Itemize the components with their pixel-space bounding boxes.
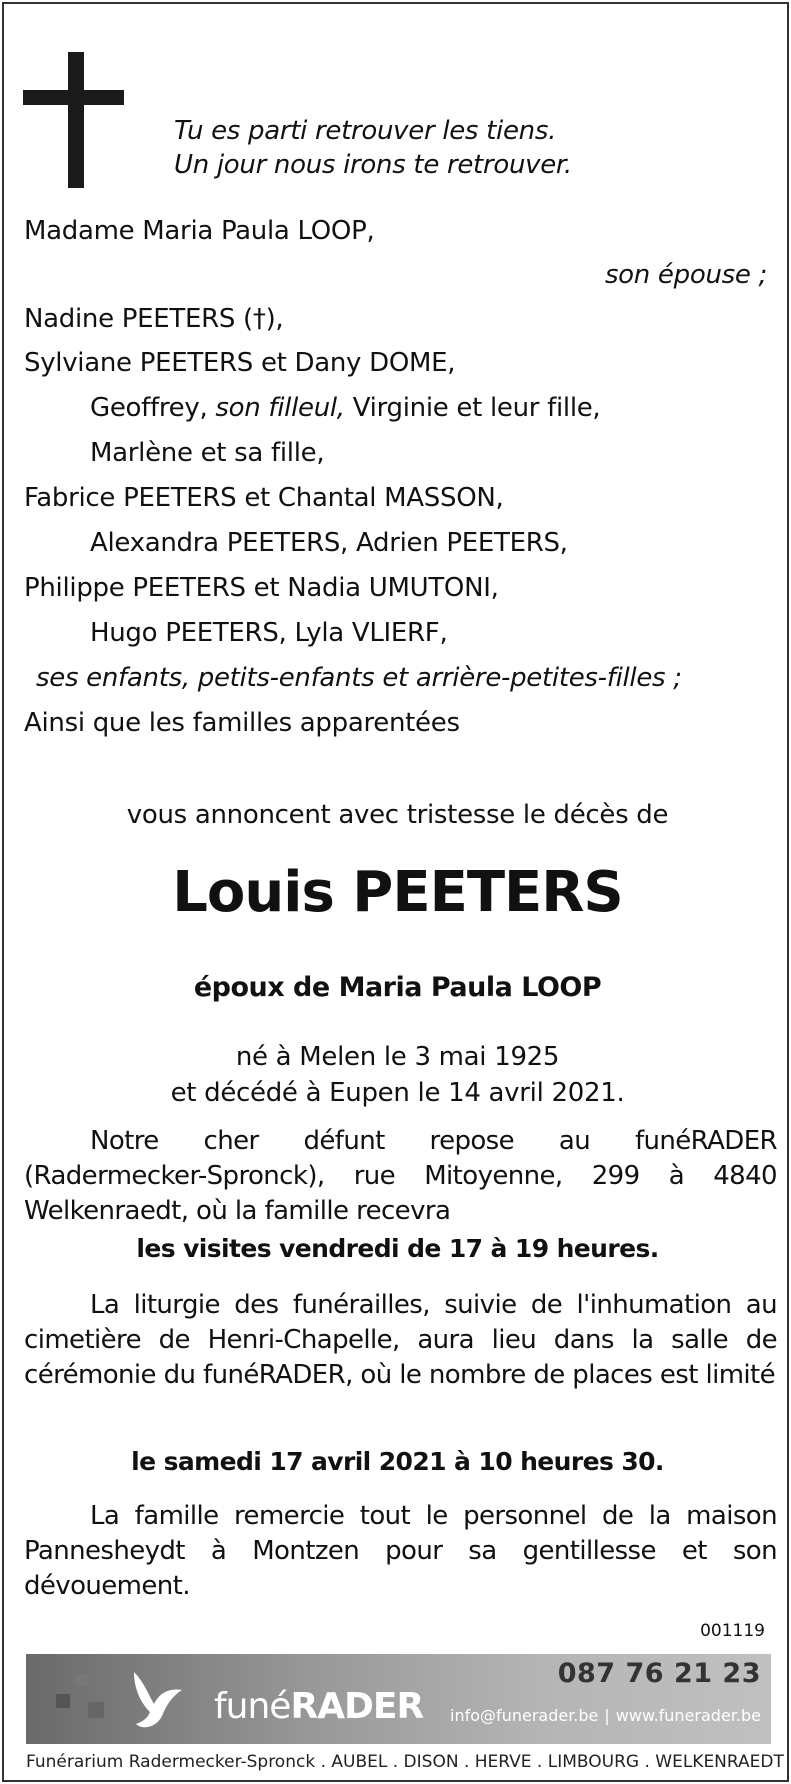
announcement: vous annoncent avec tristesse le décès de <box>126 800 669 830</box>
family-line-3 <box>90 389 600 427</box>
brand-logo <box>214 1686 423 1727</box>
deceased-name: Louis PEETERS <box>172 860 623 925</box>
brand-light: funé <box>214 1686 291 1727</box>
decor-square <box>56 1694 70 1708</box>
funeral-home-tagline: Funérarium Radermecker-Spronck . AUBEL . DISON . HERVE . LIMBOURG . WELKENRAEDT <box>26 1752 784 1772</box>
contact-line <box>450 1706 761 1725</box>
decor-square <box>76 1674 88 1686</box>
cross-icon-bar <box>23 90 124 105</box>
dove-icon <box>126 1662 186 1732</box>
visits-line: les visites vendredi de 17 à 19 heures. <box>136 1234 659 1263</box>
family-line-3a: Geoffrey, <box>90 393 216 423</box>
birth-line: né à Melen le 3 mai 1925 <box>235 1042 560 1072</box>
website-link[interactable]: www.funerader.be <box>615 1706 761 1725</box>
family-line-1: Nadine PEETERS (†), <box>24 304 284 334</box>
family-line-5: Fabrice PEETERS et Chantal MASSON, <box>24 483 504 513</box>
paragraph-rest: Notre cher défunt repose au funéRADER (Radermecker-Spronck), rue Mitoyenne, 299 à 4840 Welkenraedt, où la famille recevra <box>24 1126 777 1226</box>
obituary-notice <box>2 2 789 1782</box>
ceremony-line: le samedi 17 avril 2021 à 10 heures 30. <box>131 1447 664 1476</box>
family-line-3b: son filleul, <box>215 393 345 423</box>
family-line-8: Hugo PEETERS, Lyla VLIERF, <box>90 618 448 648</box>
family-spouse-role: son épouse ; <box>604 260 767 290</box>
family-line-3c: Virginie et leur fille, <box>344 393 601 423</box>
epigraph <box>174 114 572 182</box>
family-line-6: Alexandra PEETERS, Adrien PEETERS, <box>90 528 568 558</box>
spouse-of: époux de Maria Paula LOOP <box>193 972 602 1003</box>
cross-icon <box>68 52 84 188</box>
brand-bold: RADER <box>290 1686 424 1727</box>
family-spouse-line: Madame Maria Paula LOOP, <box>24 216 375 246</box>
family-line-2: Sylviane PEETERS et Dany DOME, <box>24 348 456 378</box>
death-line: et décédé à Eupen le 14 avril 2021. <box>170 1078 625 1108</box>
paragraph-liturgy: La liturgie des funérailles, suivie de l'inhumation au cimetière de Henri-Chapelle, aura lieu dans la salle de cérémonie du funéRADER, où le nombre de places est limité <box>24 1290 777 1390</box>
contact-separator: | <box>604 1706 610 1725</box>
paragraph-thanks: La famille remercie tout le personnel de la maison Pannesheydt à Montzen pour sa gentillesse et son dévouement. <box>24 1501 777 1601</box>
family-line-7: Philippe PEETERS et Nadia UMUTONI, <box>24 573 499 603</box>
phone-number[interactable]: 087 76 21 23 <box>557 1658 761 1689</box>
family-children-role: ses enfants, petits-enfants et arrière-petites-filles ; <box>36 663 682 693</box>
epigraph-line-2: Un jour nous irons te retrouver. <box>174 150 572 180</box>
email-link[interactable]: info@funerader.be <box>450 1706 599 1725</box>
funeral-home-banner <box>26 1654 771 1744</box>
family-relatives: Ainsi que les familles apparentées <box>24 708 460 738</box>
epigraph-line-1: Tu es parti retrouver les tiens. <box>174 116 557 146</box>
dates <box>4 1039 791 1111</box>
family-line-4: Marlène et sa fille, <box>90 438 325 468</box>
decor-square <box>88 1702 104 1718</box>
reference-number: 001119 <box>700 1621 765 1641</box>
